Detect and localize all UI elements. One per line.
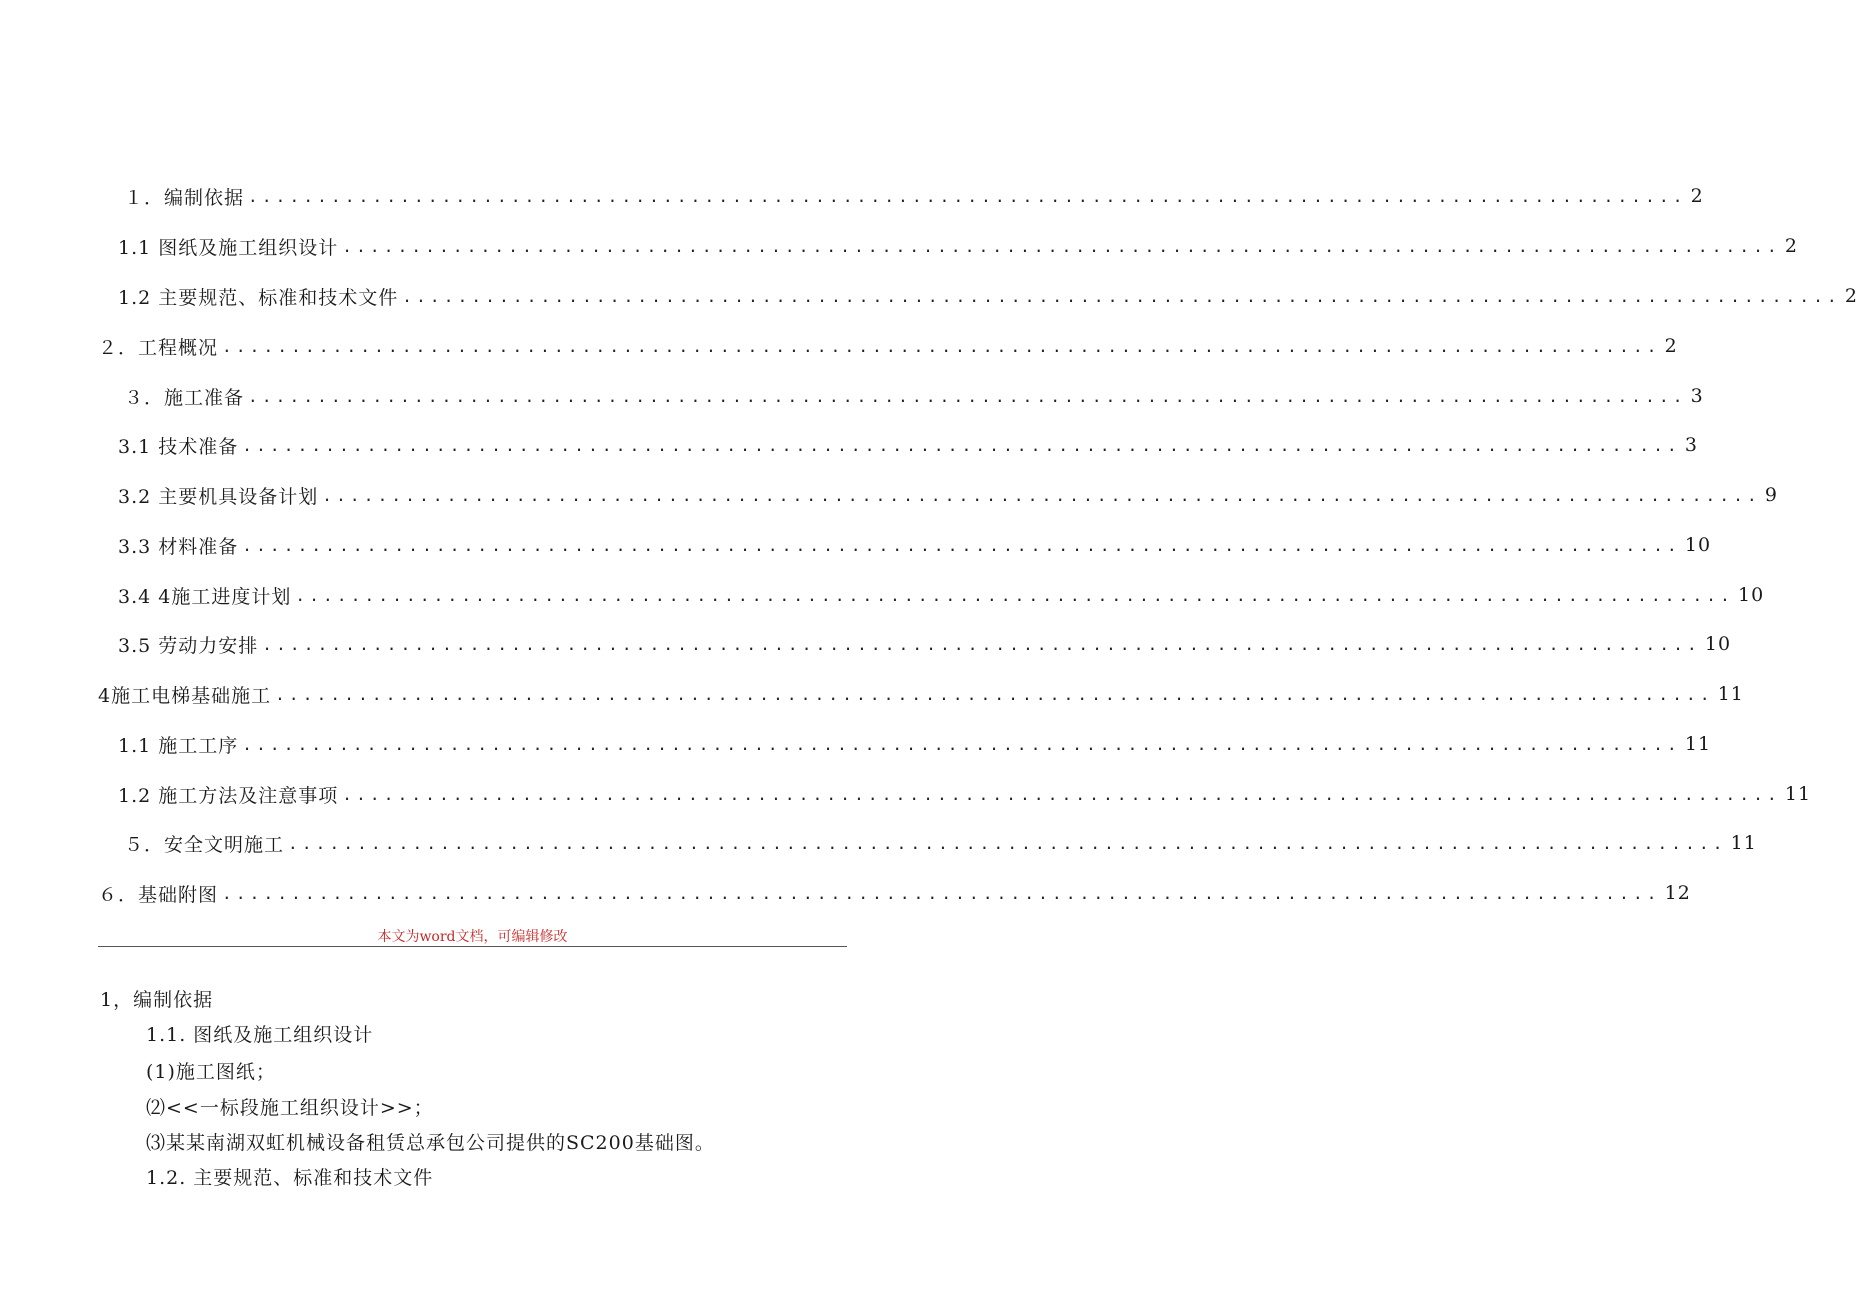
toc-entry-page: 11: [1730, 832, 1757, 854]
toc-entry[interactable]: [118, 629, 1732, 659]
divider: [98, 946, 847, 947]
toc-entry-label: １．编制依据: [124, 186, 245, 209]
toc-leader-dots: ........................................................................................................: [222, 336, 1661, 356]
toc-entry[interactable]: [118, 430, 1698, 460]
toc-entry-label: 1.1 施工工序: [118, 734, 239, 757]
toc-leader-dots: ........................................................................................................: [242, 535, 1681, 555]
subsection-heading: 1.2. 主要规范、标准和技术文件: [146, 1167, 434, 1189]
toc-entry[interactable]: [98, 878, 1691, 908]
toc-entry-label: 4施工电梯基础施工: [98, 684, 272, 707]
list-item: (1)施工图纸；: [146, 1061, 276, 1083]
toc-entry[interactable]: [124, 828, 1757, 858]
section-heading: 1，编制依据: [100, 989, 214, 1011]
toc-entry-label: 3.4 4施工进度计划: [118, 585, 292, 608]
toc-entry-label: ３．施工准备: [124, 386, 245, 409]
toc-leader-dots: ........................................................................................................: [275, 684, 1714, 704]
toc-leader-dots: ........................................................................................................: [248, 386, 1687, 406]
toc-entry-label: ５．安全文明施工: [124, 833, 285, 856]
toc-entry[interactable]: [98, 331, 1678, 361]
toc-entry-label: 3.3 材料准备: [118, 535, 239, 558]
toc-entry-page: 11: [1717, 683, 1744, 705]
toc-entry-page: 9: [1764, 484, 1778, 506]
toc-entry-page: 10: [1684, 534, 1712, 556]
toc-entry-page: 2: [1784, 235, 1798, 257]
toc-entry-page: 3: [1690, 385, 1704, 407]
toc-entry-page: 2: [1690, 185, 1704, 207]
toc-entry[interactable]: [124, 181, 1704, 211]
toc-entry[interactable]: [118, 779, 1812, 809]
toc-leader-dots: ........................................................................................................: [242, 734, 1681, 754]
toc-entry-page: 10: [1704, 633, 1732, 655]
toc-entry-label: ６．基础附图: [98, 883, 219, 906]
editable-note: 本文为word文档，可编辑修改: [377, 929, 568, 945]
toc-entry[interactable]: [98, 679, 1744, 709]
toc-entry[interactable]: [118, 281, 1858, 311]
toc-entry-page: 11: [1784, 783, 1812, 805]
toc-leader-dots: ........................................................................................................: [402, 286, 1841, 306]
toc-entry-label: 3.1 技术准备: [118, 435, 239, 458]
toc-entry[interactable]: [118, 231, 1798, 261]
toc-leader-dots: ........................................................................................................: [288, 833, 1727, 853]
toc-entry-label: 1.2 主要规范、标准和技术文件: [118, 286, 399, 309]
list-item: ⑶某某南湖双虹机械设备租赁总承包公司提供的SC200基础图。: [146, 1132, 715, 1154]
toc-entry-label: 1.2 施工方法及注意事项: [118, 784, 339, 807]
toc-entry[interactable]: [118, 480, 1778, 510]
toc-entry-page: 10: [1737, 584, 1765, 606]
toc-leader-dots: ........................................................................................................: [342, 784, 1781, 804]
toc-entry-label: ２．工程概况: [98, 336, 219, 359]
toc-entry-page: 11: [1684, 733, 1712, 755]
list-item: ⑵<<一标段施工组织设计>>；: [146, 1097, 434, 1119]
toc-leader-dots: ........................................................................................................: [295, 585, 1734, 605]
toc-entry-label: 3.2 主要机具设备计划: [118, 485, 319, 508]
toc-entry-label: 1.1 图纸及施工组织设计: [118, 236, 339, 259]
toc-leader-dots: ........................................................................................................: [262, 634, 1701, 654]
toc-entry[interactable]: [124, 381, 1704, 411]
toc-leader-dots: ........................................................................................................: [242, 435, 1681, 455]
toc-leader-dots: ........................................................................................................: [248, 186, 1687, 206]
toc-entry[interactable]: [118, 580, 1765, 610]
toc-entry-page: 2: [1664, 335, 1678, 357]
subsection-heading: 1.1. 图纸及施工组织设计: [146, 1024, 374, 1046]
toc-entry-page: 12: [1664, 882, 1691, 904]
toc-entry-label: 3.5 劳动力安排: [118, 634, 259, 657]
toc-leader-dots: ........................................................................................................: [222, 883, 1661, 903]
toc-entry-page: 3: [1684, 434, 1698, 456]
toc-entry[interactable]: [118, 530, 1712, 560]
toc-leader-dots: ........................................................................................................: [342, 236, 1781, 256]
toc-leader-dots: ........................................................................................................: [322, 485, 1761, 505]
toc-entry-page: 2: [1844, 285, 1858, 307]
toc-entry[interactable]: [118, 729, 1712, 759]
